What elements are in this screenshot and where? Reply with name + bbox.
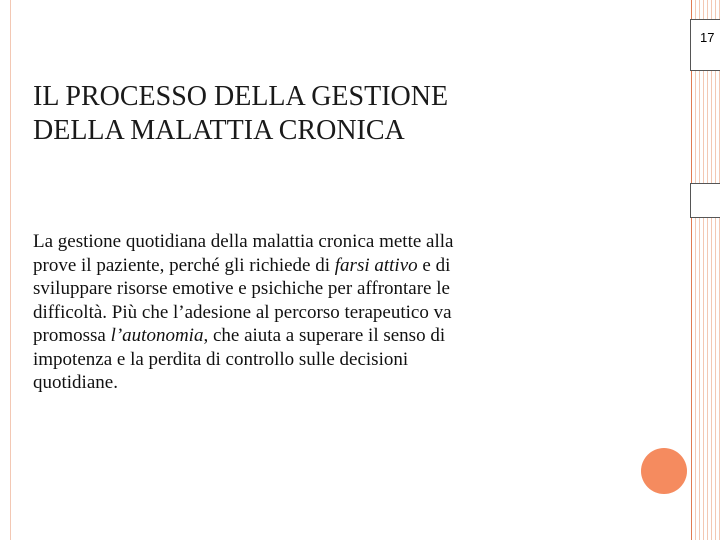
right-decorative-band xyxy=(688,0,720,540)
right-edge-line xyxy=(691,0,692,540)
body-text-segment: La gestione quotidiana della malattia cronica mette alla prove il paziente, perché gli richiede di xyxy=(33,231,454,276)
body-emphasis-farsi-attivo: farsi attivo xyxy=(334,254,418,276)
body-paragraph xyxy=(33,230,473,395)
body-text-segment: e di sviluppare risorse emotive e psichiche per affrontare le difficoltà. Più che l’adesione al percorso terapeutico va promossa xyxy=(33,254,452,346)
title-line-1: IL PROCESSO DELLA GESTIONE xyxy=(33,81,449,112)
slide-title xyxy=(33,80,673,148)
left-decorative-rule xyxy=(10,0,11,540)
page-number: 17 xyxy=(700,30,715,45)
page-number-box xyxy=(690,19,720,71)
title-line-2: DELLA MALATTIA CRONICA xyxy=(33,115,405,146)
body-text-segment: , che aiuta a superare il senso di impotenza e la perdita di controllo sulle decisioni quotidiane. xyxy=(33,325,446,393)
body-emphasis-autonomia: l’autonomia xyxy=(110,325,204,346)
decorative-orange-circle xyxy=(641,448,687,494)
decorative-box xyxy=(690,183,720,218)
